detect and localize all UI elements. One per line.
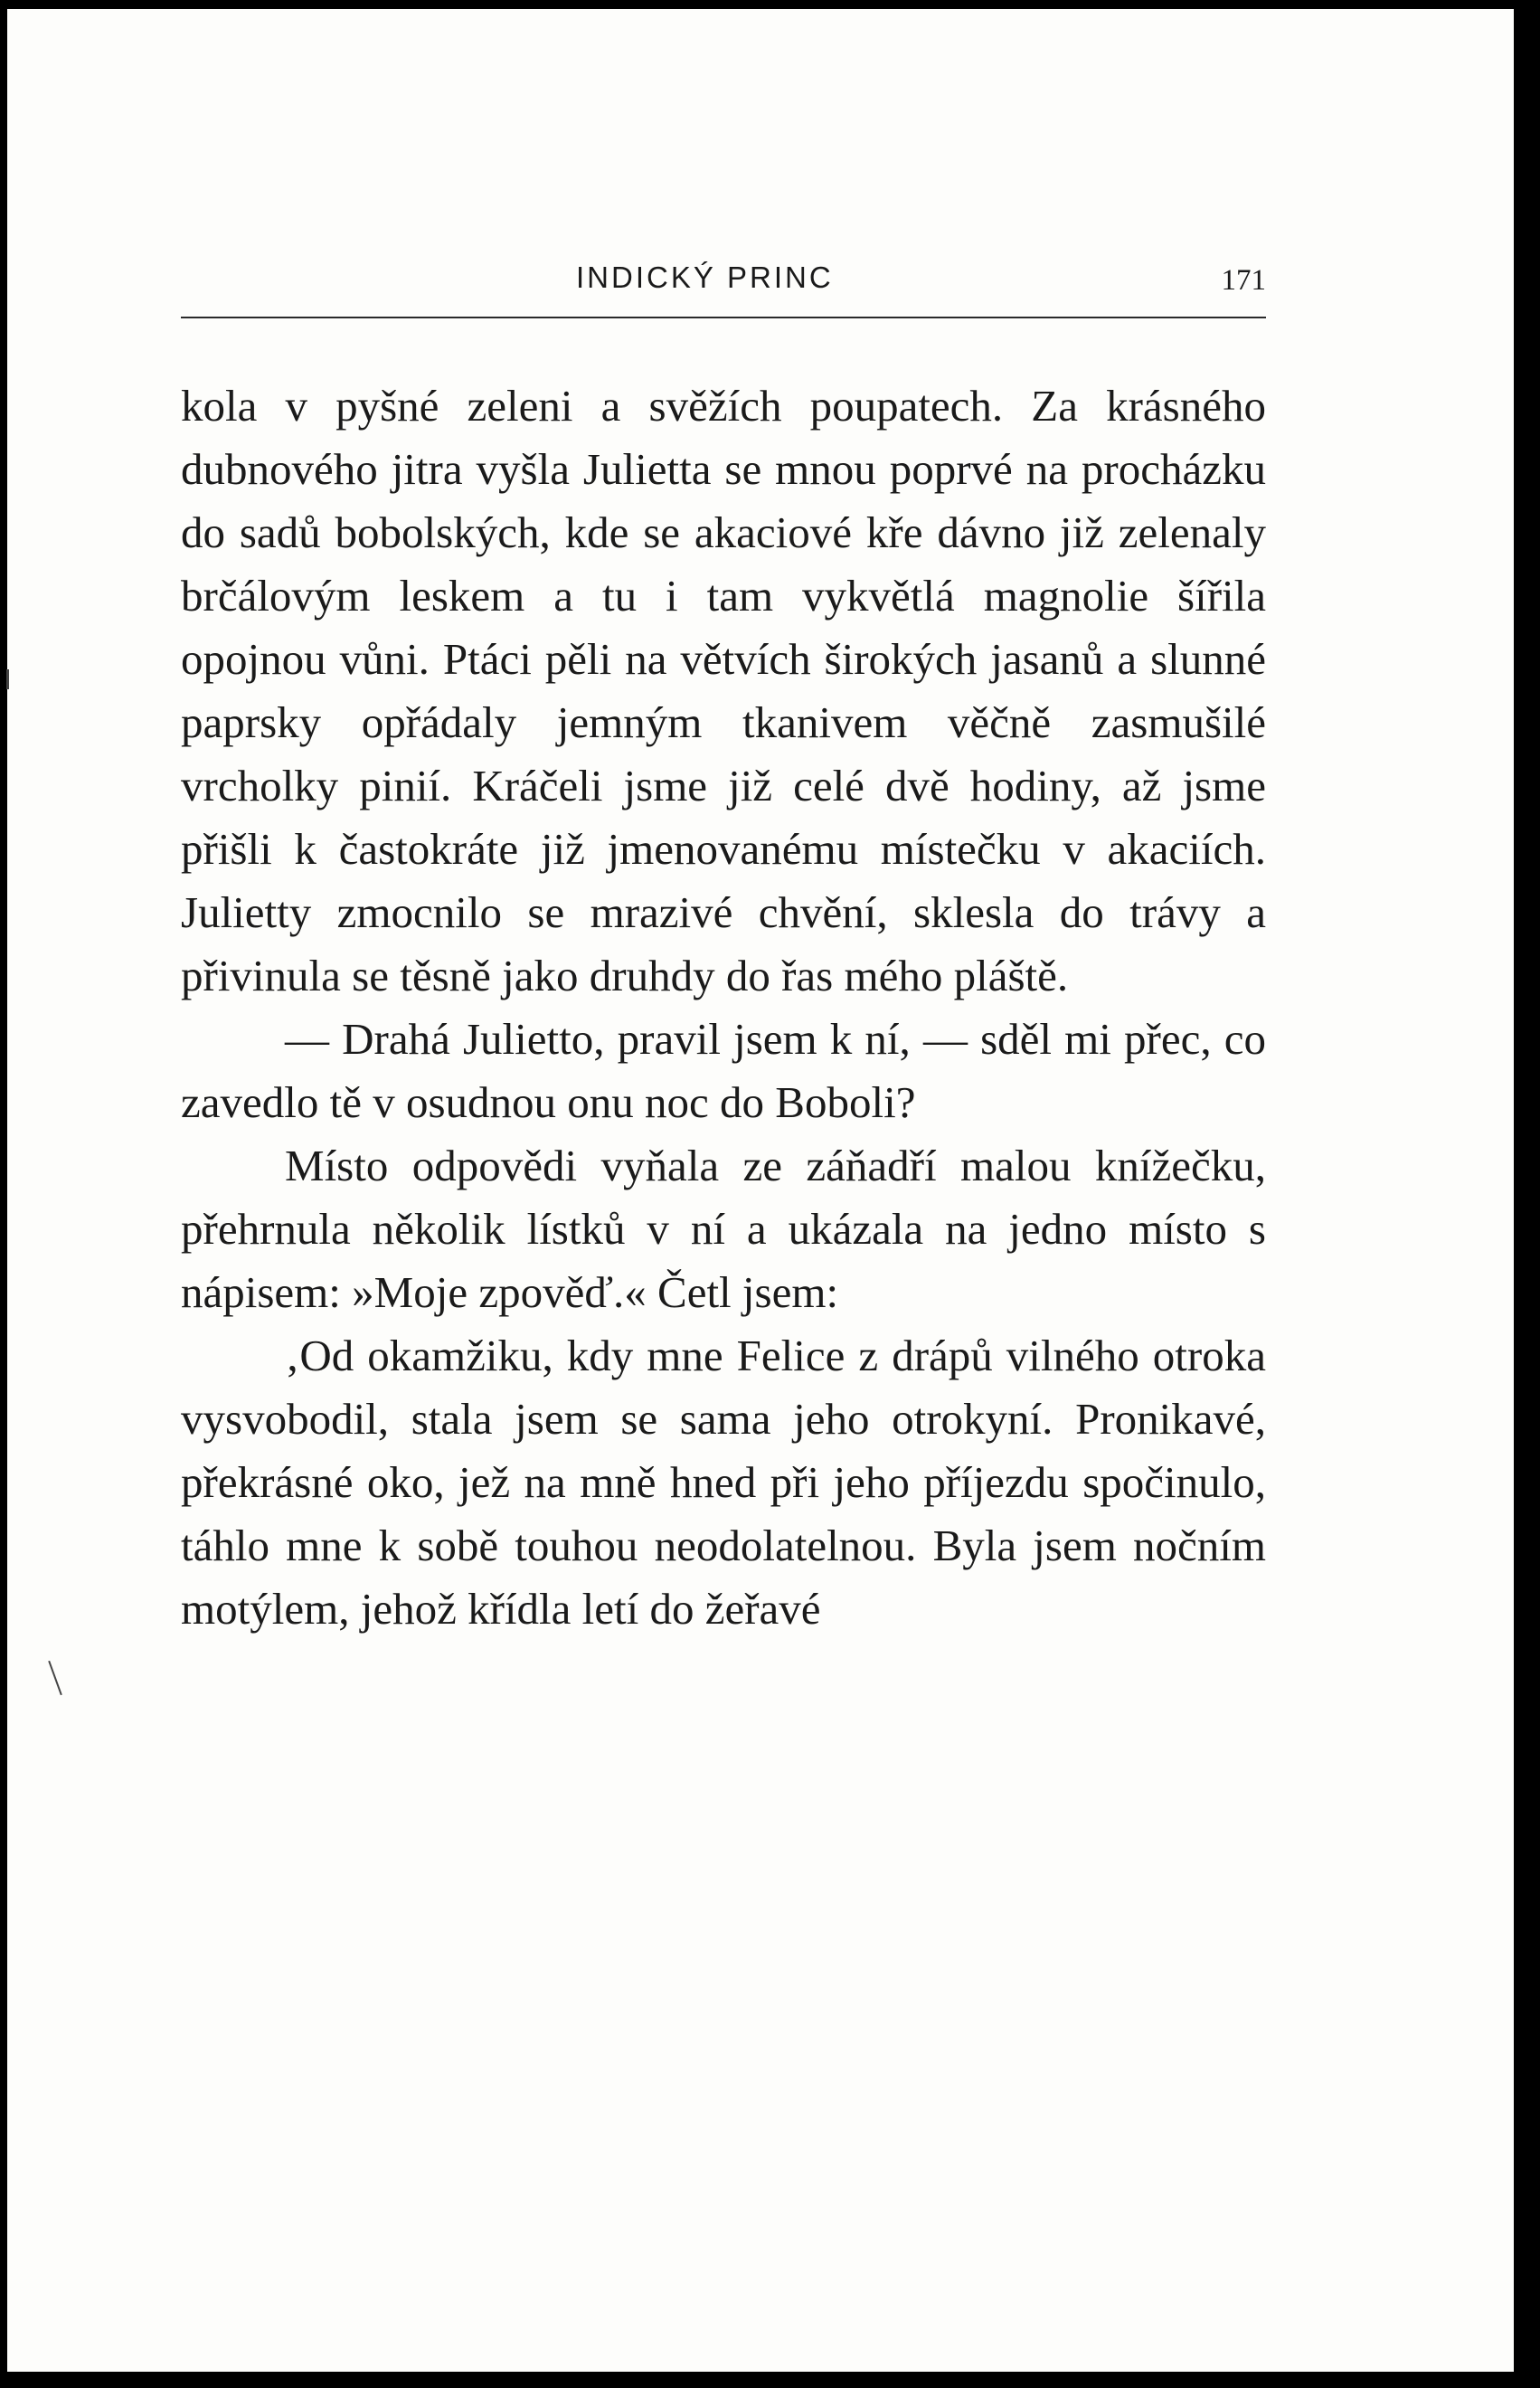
page-number: 171 <box>1221 264 1266 297</box>
paragraph-3: Místo odpovědi vyňala ze záňadří malou knížečku, přehrnula několik lístků v ní a ukázala na jedno místo s nápisem: »Moje zpověď.« Četl jsem: <box>181 1141 1266 1317</box>
running-title: INDICKÝ PRINC <box>576 261 834 294</box>
paragraph-1: kola v pyšné zeleni a svěžích poupatech. Za krásného dubnového jitra vyšla Julietta se mnou poprvé na procházku do sadů bobolských, kde se akaciové kře dávno již zelenaly brčálovým leskem a tu i tam vykvětlá magnolie šířila opojnou vůni. Ptáci pěli na větvích širokých jasanů a slunné paprsky opřádaly jemným tkanivem věčně zasmušilé vrcholky pinií. Kráčeli jsme již celé dvě hodiny, až jsme přišli k častokráte již jmenovanému místečku v akaciích. Julietty zmocnilo se mrazivé chvění, sklesla do trávy a přivinula se těsně jako druhdy do řas mého pláště. <box>181 381 1266 1000</box>
paragraph-2: — Drahá Julietto, pravil jsem k ní, — sděl mi přec, co zavedlo tě v osudnou onu noc do Boboli? <box>181 1014 1266 1127</box>
page-header <box>181 261 1266 315</box>
header-rule <box>181 317 1266 318</box>
scan-speck <box>6 669 9 689</box>
scan-border-right <box>1514 0 1540 2388</box>
body-text <box>181 374 1266 1641</box>
paragraph-4: ‚Od okamžiku, kdy mne Felice z drápů vilného otroka vysvobodil, stala jsem se sama jeho otrokyní. Pronikavé, překrásné oko, jež na mně hned při jeho příjezdu spočinulo, táhlo mne k sobě touhou neodolatelnou. Byla jsem nočním motýlem, jehož křídla letí do žeřavé <box>181 1331 1266 1634</box>
